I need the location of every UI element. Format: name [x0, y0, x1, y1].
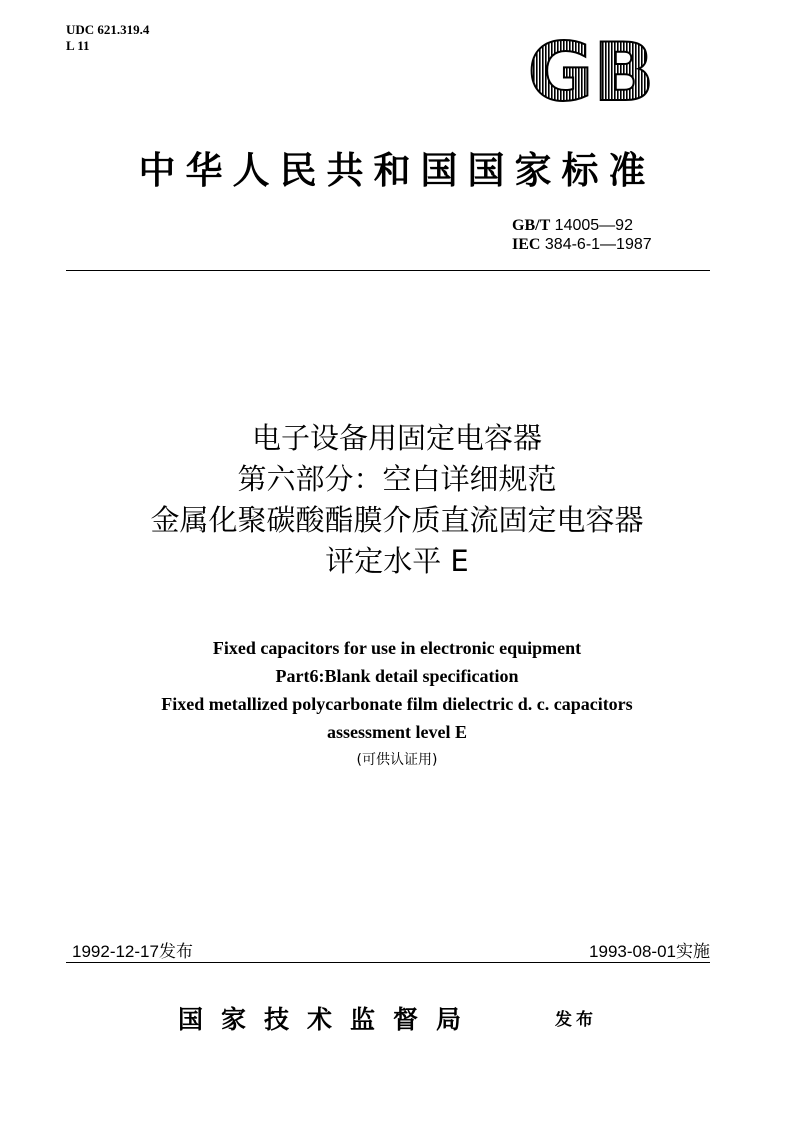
cn-title-line-1: 电子设备用固定电容器 — [251, 421, 542, 455]
iec-number: 384-6-1—1987 — [540, 236, 652, 253]
effective-date: 1993-08-01实施 — [589, 942, 710, 961]
cn-title-line-3: 金属化聚碳酸酯膜介质直流固定电容器 — [150, 503, 644, 537]
class-code: L 11 — [66, 38, 90, 53]
udc-block — [66, 22, 149, 54]
en-title-line-1: Fixed capacitors for use in electronic equipment — [212, 638, 582, 658]
udc-code: UDC 621.319.4 — [66, 22, 150, 37]
publish-label: 发布 — [555, 1010, 597, 1030]
logo-text: GB — [527, 36, 655, 106]
gb-standard-logo-icon — [521, 36, 661, 106]
english-title-block — [40, 634, 754, 774]
en-title-line-4: assessment level E — [327, 722, 467, 742]
gb-prefix: GB/T — [512, 217, 551, 234]
iec-prefix: IEC — [512, 236, 541, 253]
bottom-divider — [66, 962, 710, 963]
issue-date: 1992-12-17发布 — [72, 942, 193, 961]
chinese-title-block — [40, 418, 754, 582]
en-title-line-2: Part6:Blank detail specification — [275, 666, 519, 686]
gb-code-line — [512, 216, 652, 235]
publisher-name: 国家技术监督局 — [178, 1005, 480, 1034]
cn-title-line-4: 评定水平 E — [325, 544, 469, 578]
cn-title-line-2: 第六部分：空白详细规范 — [237, 462, 557, 496]
gb-number: 14005—92 — [550, 217, 633, 234]
en-title-line-3: Fixed metallized polycarbonate film dielectric d. c. capacitors — [161, 694, 633, 714]
iec-code-line — [512, 235, 652, 254]
page-title: 中华人民共和国国家标准 — [138, 148, 656, 192]
standard-codes — [512, 216, 652, 254]
top-divider — [66, 270, 710, 271]
certification-note: (可供认证用) — [356, 752, 438, 768]
